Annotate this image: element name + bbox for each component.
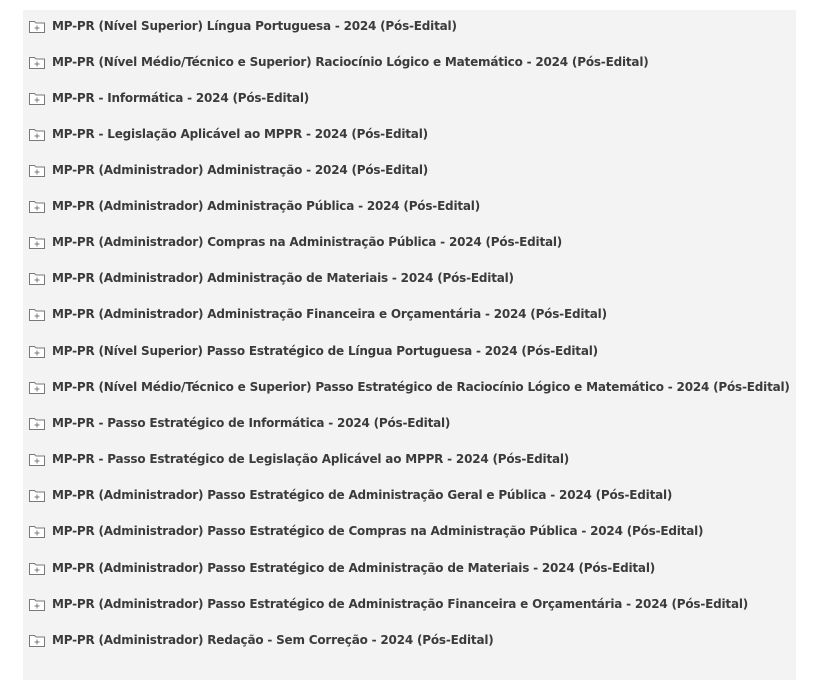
course-list-panel <box>23 10 796 680</box>
course-list-item[interactable] <box>29 485 672 505</box>
folder-plus-icon[interactable] <box>29 417 45 430</box>
folder-plus-icon[interactable] <box>29 164 45 177</box>
course-list-item[interactable] <box>29 268 514 288</box>
folder-plus-icon[interactable] <box>29 128 45 141</box>
course-title[interactable]: MP-PR (Administrador) Administração de Materiais - 2024 (Pós-Edital) <box>52 271 514 285</box>
folder-plus-icon[interactable] <box>29 562 45 575</box>
course-list-item[interactable] <box>29 449 569 469</box>
course-list-item[interactable] <box>29 630 494 650</box>
course-list-item[interactable] <box>29 52 649 72</box>
folder-plus-icon[interactable] <box>29 345 45 358</box>
course-list-item[interactable] <box>29 594 748 614</box>
folder-plus-icon[interactable] <box>29 20 45 33</box>
course-title[interactable]: MP-PR - Legislação Aplicável ao MPPR - 2024 (Pós-Edital) <box>52 127 428 141</box>
course-title[interactable]: MP-PR (Administrador) Passo Estratégico de Administração Geral e Pública - 2024 (Pós-Edital) <box>52 488 673 502</box>
course-title[interactable]: MP-PR (Administrador) Passo Estratégico de Compras na Administração Pública - 2024 (Pós-Edital) <box>52 524 704 538</box>
course-title[interactable]: MP-PR - Informática - 2024 (Pós-Edital) <box>52 91 310 105</box>
course-list-item[interactable] <box>29 558 655 578</box>
folder-plus-icon[interactable] <box>29 489 45 502</box>
course-list-item[interactable] <box>29 341 598 361</box>
course-title[interactable]: MP-PR (Nível Médio/Técnico e Superior) Raciocínio Lógico e Matemático - 2024 (Pós-Edital) <box>52 55 649 69</box>
course-title[interactable]: MP-PR (Nível Superior) Passo Estratégico de Língua Portuguesa - 2024 (Pós-Edital) <box>52 344 598 358</box>
folder-plus-icon[interactable] <box>29 272 45 285</box>
folder-plus-icon[interactable] <box>29 200 45 213</box>
course-list-item[interactable] <box>29 413 450 433</box>
course-title[interactable]: MP-PR (Administrador) Passo Estratégico de Administração de Materiais - 2024 (Pós-Edital) <box>52 561 656 575</box>
folder-plus-icon[interactable] <box>29 453 45 466</box>
folder-plus-icon[interactable] <box>29 308 45 321</box>
course-list-item[interactable] <box>29 521 703 541</box>
course-title[interactable]: MP-PR (Administrador) Administração - 2024 (Pós-Edital) <box>52 163 429 177</box>
folder-plus-icon[interactable] <box>29 525 45 538</box>
course-title[interactable]: MP-PR (Nível Médio/Técnico e Superior) Passo Estratégico de Raciocínio Lógico e Matemático - 2024 (Pós-Edital) <box>52 380 790 394</box>
course-title[interactable]: MP-PR (Administrador) Administração Financeira e Orçamentária - 2024 (Pós-Edital) <box>52 307 607 321</box>
folder-plus-icon[interactable] <box>29 92 45 105</box>
course-list-item[interactable] <box>29 16 457 36</box>
course-list-item[interactable] <box>29 304 607 324</box>
course-list-item[interactable] <box>29 232 562 252</box>
course-list-item[interactable] <box>29 160 428 180</box>
folder-plus-icon[interactable] <box>29 598 45 611</box>
course-title[interactable]: MP-PR (Administrador) Compras na Administração Pública - 2024 (Pós-Edital) <box>52 235 563 249</box>
course-title[interactable]: MP-PR - Passo Estratégico de Legislação Aplicável ao MPPR - 2024 (Pós-Edital) <box>52 452 570 466</box>
folder-plus-icon[interactable] <box>29 634 45 647</box>
folder-plus-icon[interactable] <box>29 56 45 69</box>
course-list-item[interactable] <box>29 377 790 397</box>
course-list-item[interactable] <box>29 88 309 108</box>
course-title[interactable]: MP-PR - Passo Estratégico de Informática - 2024 (Pós-Edital) <box>52 416 451 430</box>
course-list-item[interactable] <box>29 124 428 144</box>
folder-plus-icon[interactable] <box>29 381 45 394</box>
course-title[interactable]: MP-PR (Administrador) Administração Pública - 2024 (Pós-Edital) <box>52 199 480 213</box>
course-list-item[interactable] <box>29 196 480 216</box>
course-title[interactable]: MP-PR (Nível Superior) Língua Portuguesa - 2024 (Pós-Edital) <box>52 19 457 33</box>
course-title[interactable]: MP-PR (Administrador) Passo Estratégico de Administração Financeira e Orçamentária - 2024 (Pós-Edital) <box>52 597 749 611</box>
course-title[interactable]: MP-PR (Administrador) Redação - Sem Correção - 2024 (Pós-Edital) <box>52 633 494 647</box>
folder-plus-icon[interactable] <box>29 236 45 249</box>
